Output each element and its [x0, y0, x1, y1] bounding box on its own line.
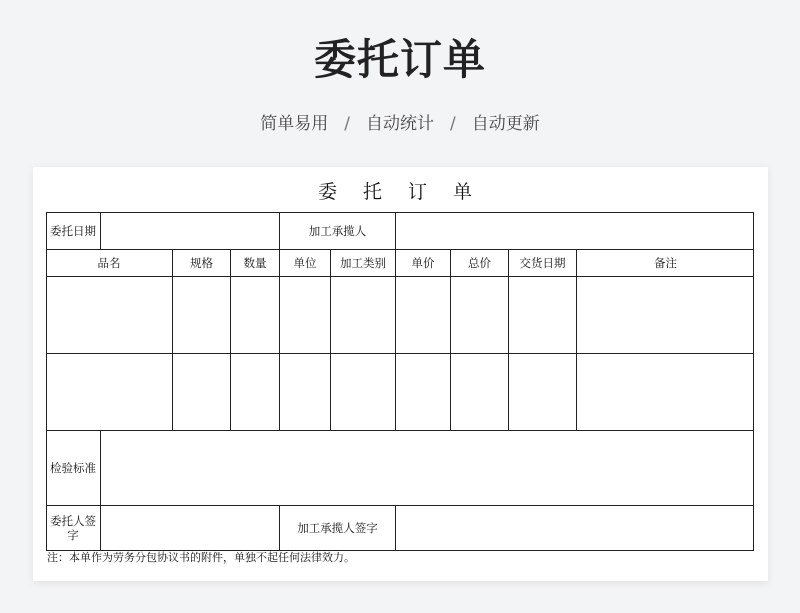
tagline-separator: / [450, 114, 456, 134]
col-header-spec: 规格 [190, 255, 213, 270]
tagline-auto-stats: 自动统计 [366, 114, 434, 134]
processor-signature-label: 加工承揽人签字 [297, 520, 378, 535]
entrust-date-field[interactable] [101, 213, 279, 249]
entrust-date-label: 委托日期 [50, 223, 96, 238]
tagline-separator: / [344, 114, 350, 134]
col-header-quantity: 数量 [243, 255, 267, 270]
table-row[interactable] [47, 354, 753, 430]
col-header-unit-price: 单价 [411, 255, 435, 270]
col-header-product: 品名 [97, 255, 121, 270]
col-header-remarks: 备注 [654, 255, 677, 270]
inspection-standard-field[interactable] [101, 431, 753, 505]
processor-field[interactable] [396, 213, 753, 249]
processor-signature-field[interactable] [396, 506, 753, 550]
processor-label: 加工承揽人 [308, 223, 367, 238]
tagline-easy: 简单易用 [260, 114, 329, 134]
col-header-unit: 单位 [293, 255, 317, 270]
col-header-total-price: 总价 [468, 255, 491, 270]
table-row[interactable] [47, 277, 753, 353]
inspection-standard-label: 检验标准 [50, 460, 96, 475]
form-title: 委 托 订 单 [317, 181, 483, 203]
footnote: 注：本单作为劳务分包协议书的附件，单独不起任何法律效力。 [47, 551, 355, 564]
hero-title: 委托订单 [313, 35, 486, 84]
tagline-auto-update: 自动更新 [471, 114, 540, 134]
client-signature-label: 委托人签字 [50, 513, 96, 542]
client-signature-field[interactable] [101, 506, 279, 550]
col-header-delivery-date: 交货日期 [519, 255, 566, 270]
col-header-process-type: 加工类别 [340, 255, 386, 270]
